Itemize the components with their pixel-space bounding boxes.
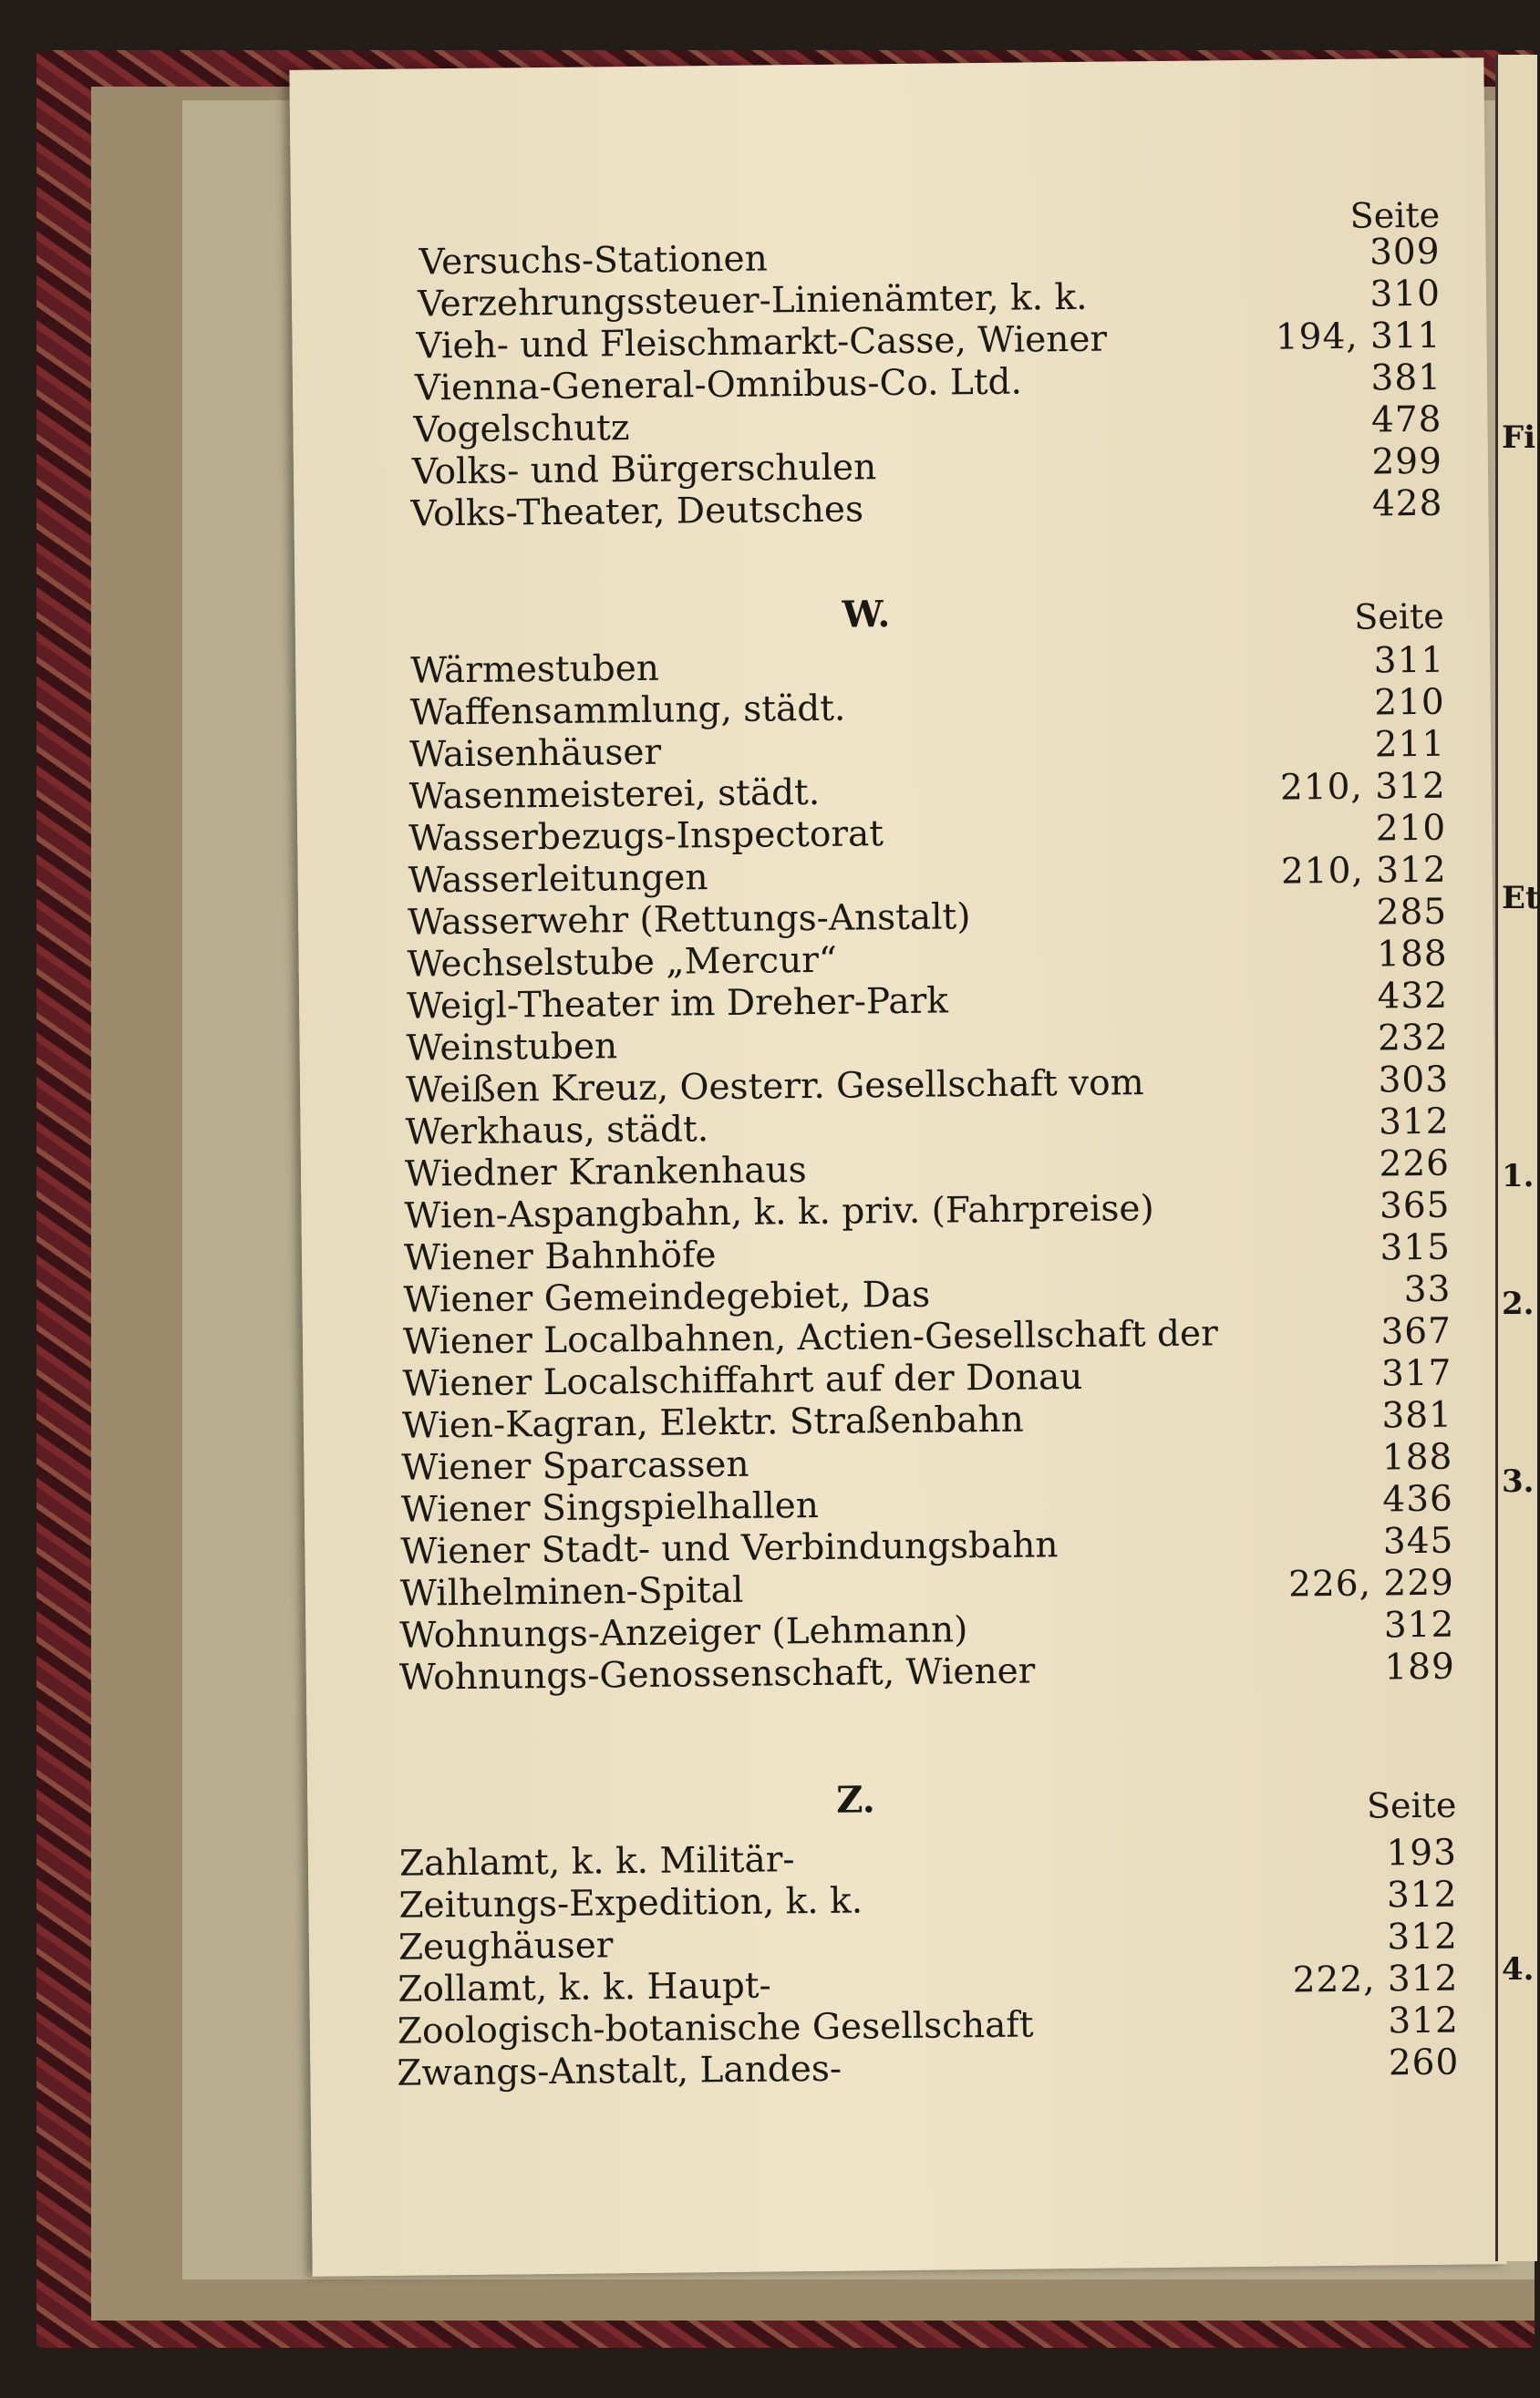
entry-page: 432	[1377, 975, 1449, 1018]
entry-page: 285	[1376, 891, 1448, 934]
entry-page: 367	[1380, 1310, 1452, 1353]
entry-page: 317	[1380, 1352, 1452, 1395]
seite-label: Seite	[1366, 1784, 1457, 1826]
entry-name: Waffensammlung, städt.	[409, 687, 846, 734]
entry-page: 436	[1382, 1478, 1454, 1521]
entry-name: Zollamt, k. k. Haupt-	[398, 1965, 771, 2010]
entry-page: 381	[1381, 1394, 1453, 1437]
entry-page: 210, 312	[1279, 765, 1446, 809]
entry-name: Versuchs-Stationen	[419, 238, 768, 284]
entry-name: Zahlamt, k. k. Militär-	[398, 1839, 795, 1885]
entry-name: Wohnungs-Genossenschaft, Wiener	[398, 1650, 1036, 1699]
entry-name: Weißen Kreuz, Oesterr. Gesellschaft vom	[405, 1062, 1144, 1111]
section-z	[307, 1772, 1502, 2094]
entry-page: 311	[1373, 639, 1445, 682]
edge-fragment: Fi	[1502, 419, 1536, 456]
entry-name: Zoologisch-botanische Gesellschaft	[397, 2004, 1034, 2052]
entry-page: 478	[1370, 398, 1442, 441]
entry-name: Wiener Sparcassen	[401, 1443, 749, 1489]
entry-page: 226, 229	[1287, 1562, 1455, 1606]
entry-name: Wien-Kagran, Elektr. Straßenbahn	[401, 1399, 1025, 1447]
entry-page: 381	[1370, 357, 1442, 399]
entry-name: Wohnungs-Anzeiger (Lehmann)	[399, 1609, 968, 1657]
entry-page: 312	[1386, 1874, 1458, 1917]
entry-page: 299	[1371, 440, 1443, 483]
entry-page: 312	[1383, 1604, 1455, 1647]
entry-name: Weigl-Theater im Dreher-Park	[406, 980, 949, 1028]
entry-name: Wasenmeisterei, städt.	[408, 771, 821, 818]
index-content	[289, 57, 1506, 2277]
entry-page: 188	[1376, 933, 1448, 976]
entry-name: Wiener Singspielhallen	[400, 1484, 820, 1531]
entry-page: 210	[1374, 681, 1445, 724]
entry-name: Waisenhäuser	[409, 731, 662, 776]
section-w	[295, 586, 1489, 1699]
entry-name: Vienna-General-Omnibus-Co. Ltd.	[414, 361, 1023, 409]
entry-name: Wärmestuben	[410, 647, 660, 692]
entry-page: 345	[1382, 1520, 1454, 1563]
entry-page: 210, 312	[1280, 849, 1447, 893]
entry-name: Zeitungs-Expedition, k. k.	[398, 1880, 863, 1927]
entry-name: Wiener Localschiffahrt auf der Donau	[402, 1356, 1083, 1405]
entry-name: Wilhelminen-Spital	[399, 1569, 744, 1615]
entry-page: 315	[1380, 1226, 1452, 1269]
seite-label: Seite	[1349, 194, 1441, 236]
entry-name: Zwangs-Anstalt, Landes-	[397, 2048, 842, 2094]
edge-fragment: Et	[1502, 880, 1540, 916]
entry-page: 33	[1403, 1268, 1452, 1311]
entry-name: Wien-Aspangbahn, k. k. priv. (Fahrpreise)	[404, 1188, 1154, 1237]
entry-page: 188	[1381, 1436, 1453, 1479]
entry-name: Verzehrungssteuer-Linienämter, k. k.	[417, 276, 1088, 326]
entry-page: 226	[1379, 1142, 1451, 1185]
section-letter: W.	[842, 593, 891, 636]
entry-page: 312	[1378, 1101, 1450, 1143]
entry-page: 193	[1386, 1832, 1458, 1875]
entry-page: 365	[1379, 1184, 1451, 1227]
entry-name: Volks-Theater, Deutsches	[410, 489, 864, 535]
entry-name: Wasserleitungen	[408, 857, 708, 902]
entry-page: 428	[1371, 482, 1443, 525]
edge-fragment: 3.	[1502, 1463, 1535, 1500]
edge-fragment: 4.	[1502, 1951, 1535, 1988]
entry-name: Wiener Stadt- und Verbindungsbahn	[400, 1525, 1059, 1573]
entry-name: Wiener Gemeindegebiet, Das	[403, 1274, 931, 1321]
section-letter: Z.	[836, 1778, 875, 1822]
entry-page: 260	[1388, 2041, 1460, 2084]
entry-page: 312	[1388, 2000, 1460, 2042]
entry-name: Wechselstube „Mercur“	[407, 939, 838, 986]
index-page	[289, 57, 1506, 2277]
next-page-edge	[1495, 55, 1540, 2261]
entry-name: Werkhaus, städt.	[405, 1109, 709, 1153]
entry-page: 303	[1378, 1059, 1450, 1101]
entry-page: 222, 312	[1292, 1958, 1459, 2001]
entry-page: 211	[1374, 723, 1446, 766]
entry-page: 309	[1369, 231, 1441, 274]
entry-name: Volks- und Bürgerschulen	[411, 447, 877, 493]
entry-name: Vieh- und Fleischmarkt-Casse, Wiener	[416, 318, 1108, 367]
entry-name: Wiener Bahnhöfe	[403, 1235, 717, 1279]
entry-page: 310	[1369, 273, 1442, 315]
entry-name: Zeughäuser	[398, 1925, 614, 1969]
entry-page: 210	[1375, 807, 1447, 850]
edge-fragment: 2.	[1502, 1286, 1535, 1322]
entry-name: Vogelschutz	[413, 408, 630, 451]
entry-page: 194, 311	[1275, 315, 1442, 358]
entry-page: 232	[1377, 1017, 1449, 1059]
entry-name: Weinstuben	[406, 1026, 618, 1070]
edge-fragment: 1.	[1502, 1158, 1535, 1194]
seite-label: Seite	[1354, 595, 1444, 637]
entry-name: Wiener Localbahnen, Actien-Gesellschaft der	[402, 1313, 1218, 1363]
entry-page: 189	[1384, 1646, 1456, 1689]
entry-name: Wasserwehr (Rettungs-Anstalt)	[407, 896, 971, 944]
section-v	[291, 194, 1485, 535]
entry-name: Wiedner Krankenhaus	[404, 1150, 807, 1195]
entry-page: 312	[1387, 1916, 1459, 1959]
entry-name: Wasserbezugs-Inspectorat	[408, 813, 884, 860]
